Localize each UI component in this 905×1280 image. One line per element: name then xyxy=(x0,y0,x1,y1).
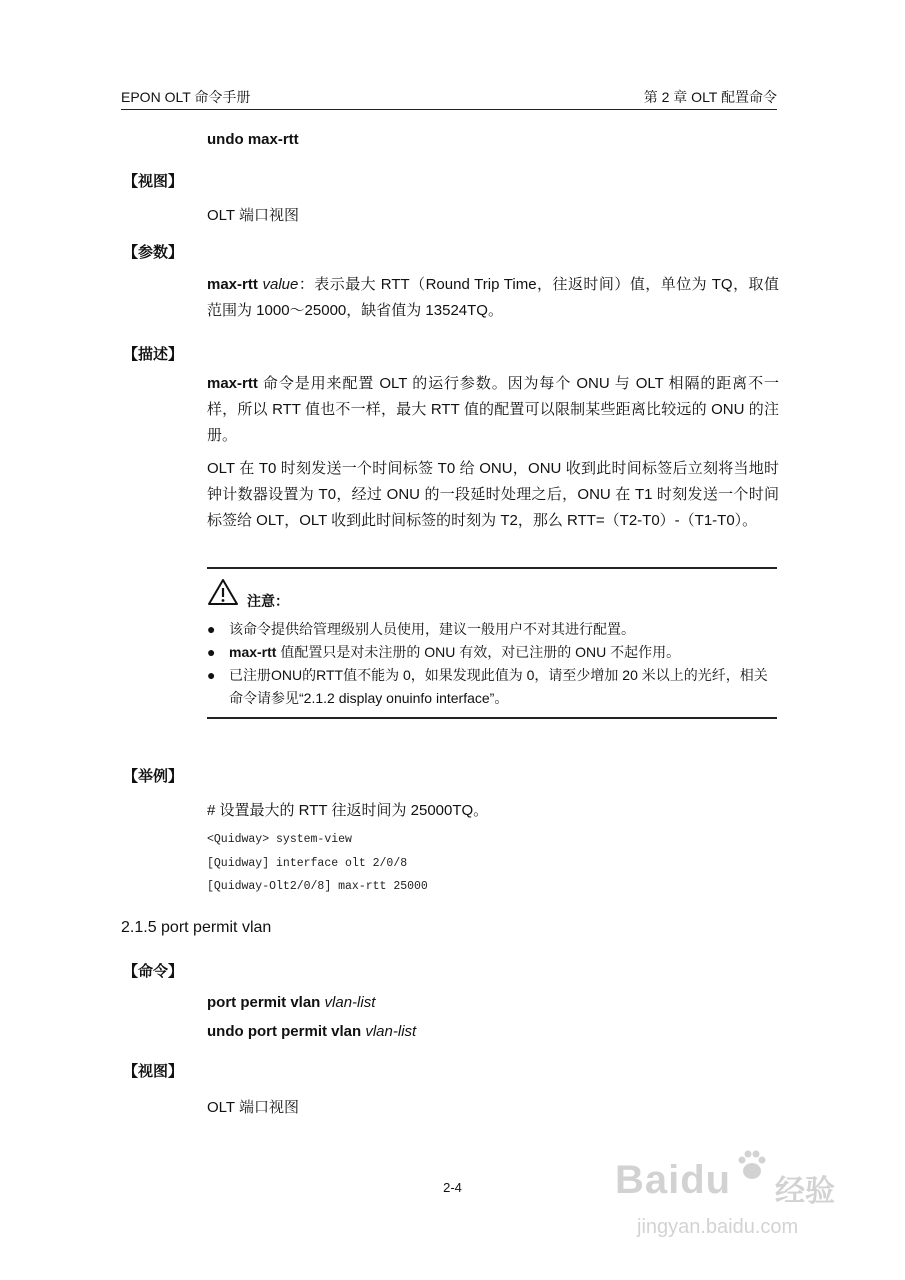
view-text: OLT 端口视图 xyxy=(207,207,299,224)
desc-keyword: max-rtt xyxy=(207,375,258,392)
baidu-jingyan-watermark xyxy=(615,1140,865,1250)
desc-paragraph-2: OLT 在 T0 时刻发送一个时间标签 T0 给 ONU，ONU 收到此时间标签后立刻将当地时钟计数器设置为 T0，经过 ONU 的一段延时处理之后，ONU 在 T1 时刻发送一个时间标签给 OLT，OLT 收到此时间标签的时刻为 T2，那么 RTT=（T2-T0）-（T1-T0）。 xyxy=(207,460,779,529)
section-title: 2.1.5 port permit vlan xyxy=(121,919,272,936)
watermark-cn: 经验 xyxy=(775,1175,835,1208)
note-item-2 xyxy=(207,641,777,664)
desc-text-1: 命令是用来配置 OLT 的运行参数。因为每个 ONU 与 OLT 相隔的距离不一样，所以 RTT 值也不一样，最大 RTT 值的配置可以限制某些距离比较远的 ONU 的注册。 xyxy=(207,375,779,444)
code-line: <Quidway> system-view xyxy=(207,833,352,846)
note-item-3-text: 已注册ONU的RTT值不能为 0，如果发现此值为 0，请至少增加 20 米以上的光纤，相关命令请参见“2.1.2 display onuinfo interface”。 xyxy=(229,667,768,706)
command-2-keyword: undo port permit vlan xyxy=(207,1023,362,1040)
view-text-2: OLT 端口视图 xyxy=(207,1099,299,1116)
bullet-icon: ● xyxy=(207,644,216,660)
params-keyword: max-rtt xyxy=(207,276,258,293)
bullet-icon: ● xyxy=(207,667,216,683)
example-comment: # 设置最大的 RTT 往返时间为 25000TQ。 xyxy=(207,802,489,819)
code-line: [Quidway] interface olt 2/0/8 xyxy=(207,857,408,870)
note-title: 注意： xyxy=(247,593,289,609)
watermark-brand: Baidu xyxy=(615,1158,732,1202)
note-bottom-rule xyxy=(207,717,777,719)
header-manual-title: EPON OLT 命令手册 xyxy=(121,89,251,105)
undo-command: undo max-rtt xyxy=(207,131,299,148)
bullet-icon: ● xyxy=(207,621,216,637)
params-arg: value xyxy=(262,276,299,293)
command-1-keyword: port permit vlan xyxy=(207,994,321,1011)
params-paragraph xyxy=(207,272,779,324)
warning-icon xyxy=(207,578,239,606)
code-line: [Quidway-Olt2/0/8] max-rtt 25000 xyxy=(207,880,428,893)
note-item-2-text: 值配置只是对未注册的 ONU 有效，对已注册的 ONU 不起作用。 xyxy=(276,644,681,660)
page-number: 2-4 xyxy=(443,1180,462,1195)
command-line-2 xyxy=(207,1023,416,1040)
example-label: 【举例】 xyxy=(123,768,184,785)
params-label: 【参数】 xyxy=(123,244,184,261)
header-chapter-title: 第 2 章 OLT 配置命令 xyxy=(643,89,777,105)
params-text: ：表示最大 RTT（Round Trip Time，往返时间）值，单位为 TQ，取值范围为 1000～25000，缺省值为 13524TQ。 xyxy=(207,276,779,319)
desc-label: 【描述】 xyxy=(123,346,184,363)
view-label-2: 【视图】 xyxy=(123,1063,184,1080)
command-line-1 xyxy=(207,994,375,1011)
note-top-rule xyxy=(207,567,777,569)
command-1-arg: vlan-list xyxy=(324,994,376,1011)
paw-icon xyxy=(735,1148,769,1182)
view-label: 【视图】 xyxy=(123,173,184,190)
command-label: 【命令】 xyxy=(123,963,184,980)
note-item-1 xyxy=(207,618,777,641)
note-item-2-keyword: max-rtt xyxy=(229,644,277,660)
watermark-url: jingyan.baidu.com xyxy=(637,1216,799,1238)
note-item-3 xyxy=(207,664,777,710)
desc-paragraph-1 xyxy=(207,371,779,449)
note-item-1-text: 该命令提供给管理级别人员使用，建议一般用户不对其进行配置。 xyxy=(229,621,635,637)
header-divider xyxy=(121,109,777,110)
command-2-arg: vlan-list xyxy=(365,1023,417,1040)
